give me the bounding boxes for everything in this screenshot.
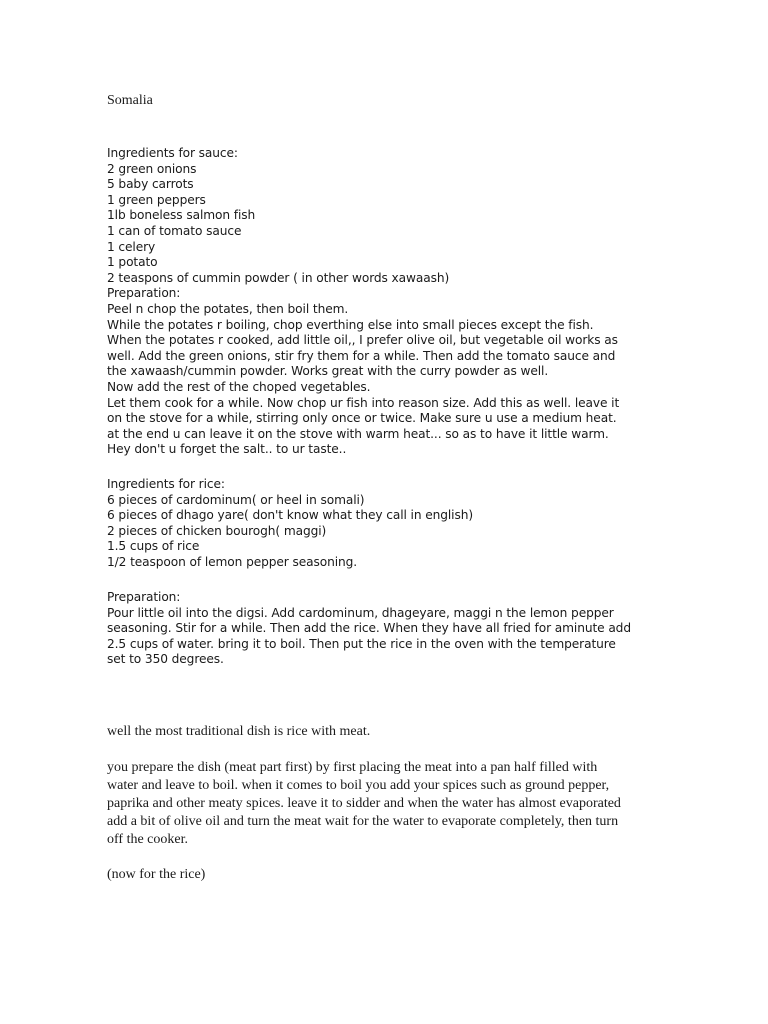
sauce-preparation-line: the xawaash/cummin powder. Works great with the curry powder as well.: [107, 364, 549, 379]
rice-ingredient: 2 pieces of chicken bourogh( maggi): [107, 523, 327, 538]
sauce-preparation-line: Let them cook for a while. Now chop ur fish into reason size. Add this as well. leave it: [107, 395, 620, 410]
rice-preparation-heading: Preparation:: [107, 590, 181, 604]
traditional-paragraph-line: paprika and other meaty spices. leave it to sidder and when the water has almost evaporated: [107, 796, 621, 811]
sauce-ingredient: 2 green onions: [107, 161, 197, 176]
traditional-paragraph-line: off the cooker.: [107, 832, 188, 847]
document-title: Somalia: [107, 93, 153, 108]
sauce-preparation-heading: Preparation:: [107, 286, 181, 301]
sauce-ingredient: 2 teaspons of cummin powder ( in other words xawaash): [107, 270, 450, 285]
traditional-paragraph: [107, 759, 637, 849]
rice-ingredient: 6 pieces of dhago yare( don't know what they call in english): [107, 508, 473, 523]
sauce-preparation-line: well. Add the green onions, stir fry them for a while. Then add the tomato sauce and: [107, 348, 616, 363]
traditional-paragraph-line: water and leave to boil. when it comes to boil you add your spices such as ground pepper,: [107, 778, 610, 793]
rice-preparation-line: seasoning. Stir for a while. Then add the rice. When they have all fried for aminute add: [107, 621, 631, 636]
sauce-ingredient: 5 baby carrots: [107, 177, 194, 192]
traditional-intro: [107, 723, 637, 741]
sauce-preparation-line: When the potates r cooked, add little oil,, I prefer olive oil, but vegetable oil works as: [107, 333, 618, 348]
rice-ingredient: 1.5 cups of rice: [107, 539, 200, 554]
sauce-ingredient: 1 potato: [107, 255, 158, 270]
sauce-preparation-line: Peel n chop the potates, then boil them.: [107, 301, 349, 316]
traditional-closing-text: (now for the rice): [107, 867, 206, 882]
sauce-preparation-line: Now add the rest of the choped vegetables.: [107, 379, 371, 394]
sauce-preparation-line: Hey don't u forget the salt.. to ur taste..: [107, 442, 347, 457]
rice-ingredient: 1/2 teaspoon of lemon pepper seasoning.: [107, 554, 358, 569]
rice-ingredients-heading: Ingredients for rice:: [107, 477, 225, 491]
sauce-preparation-line: on the stove for a while, stirring only once or twice. Make sure u use a medium heat.: [107, 411, 617, 426]
rice-ingredients-section: [107, 477, 667, 571]
traditional-paragraph-line: you prepare the dish (meat part first) by first placing the meat into a pan half filled with: [107, 760, 598, 775]
sauce-ingredient: 1 can of tomato sauce: [107, 223, 242, 238]
traditional-closing: [107, 866, 637, 884]
traditional-paragraph-line: add a bit of olive oil and turn the meat wait for the water to evaporate completely, then turn: [107, 814, 619, 829]
rice-preparation-line: 2.5 cups of water. bring it to boil. Then put the rice in the oven with the temperature: [107, 636, 616, 651]
rice-preparation-line: Pour little oil into the digsi. Add cardominum, dhageyare, maggi n the lemon pepper: [107, 605, 614, 620]
sauce-ingredient: 1 celery: [107, 239, 156, 254]
sauce-ingredient: 1 green peppers: [107, 192, 206, 207]
sauce-ingredients-heading: Ingredients for sauce:: [107, 146, 238, 160]
rice-ingredient: 6 pieces of cardominum( or heel in somali): [107, 492, 365, 507]
sauce-section: [107, 146, 667, 458]
traditional-intro-text: well the most traditional dish is rice with meat.: [107, 724, 371, 739]
rice-preparation-section: [107, 590, 667, 668]
sauce-preparation-line: While the potates r boiling, chop everthing else into small pieces except the fish.: [107, 317, 594, 332]
sauce-preparation-line: at the end u can leave it on the stove with warm heat... so as to have it little warm.: [107, 426, 609, 441]
sauce-ingredient: 1lb boneless salmon fish: [107, 208, 256, 223]
rice-preparation-line: set to 350 degrees.: [107, 652, 224, 667]
